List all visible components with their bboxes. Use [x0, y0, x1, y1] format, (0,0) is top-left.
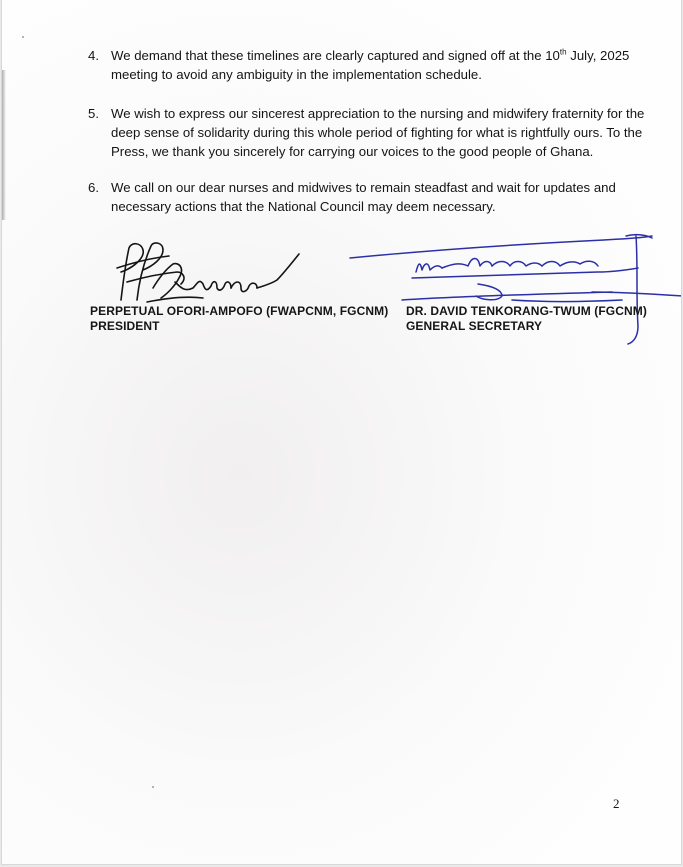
signatory-name: PERPETUAL OFORI-AMPOFO (FWAPCNM, FGCNM) — [90, 304, 389, 318]
scan-speck — [22, 36, 24, 38]
item-number: 4. — [88, 48, 99, 63]
signatory-general-secretary — [406, 304, 647, 334]
signatory-president — [90, 304, 388, 334]
superscript: th — [559, 47, 567, 57]
document-page — [2, 0, 681, 864]
scan-speck — [152, 786, 154, 788]
list-item — [88, 104, 648, 161]
item-text: We wish to express our sincerest appreciation to the nursing and midwifery fraternity for the deep sense of solidarity during this whole period of fighting for what is rightfully ours. To the Press, we thank you sincerely for carrying our voices to the good people of Ghana. — [111, 106, 645, 159]
item-text: We demand that these timelines are clearly captured and signed off at the 10th July, 2025 meeting to avoid any ambiguity in the implementation schedule. — [111, 47, 630, 82]
signatory-title: PRESIDENT — [90, 319, 160, 333]
signatory-title: GENERAL SECRETARY — [406, 319, 543, 333]
list-item — [88, 46, 648, 84]
page-number: 2 — [613, 796, 620, 811]
item-number: 5. — [88, 106, 99, 121]
item-number: 6. — [88, 180, 99, 195]
item-text: We call on our dear nurses and midwives to remain steadfast and wait for updates and necessary actions that the National Council may deem necessary. — [111, 180, 616, 214]
president-signature — [107, 238, 307, 310]
signatory-name: DR. DAVID TENKORANG-TWUM (FGCNM) — [406, 304, 647, 318]
list-item — [88, 178, 648, 216]
scan-edge-shadow — [2, 70, 6, 220]
